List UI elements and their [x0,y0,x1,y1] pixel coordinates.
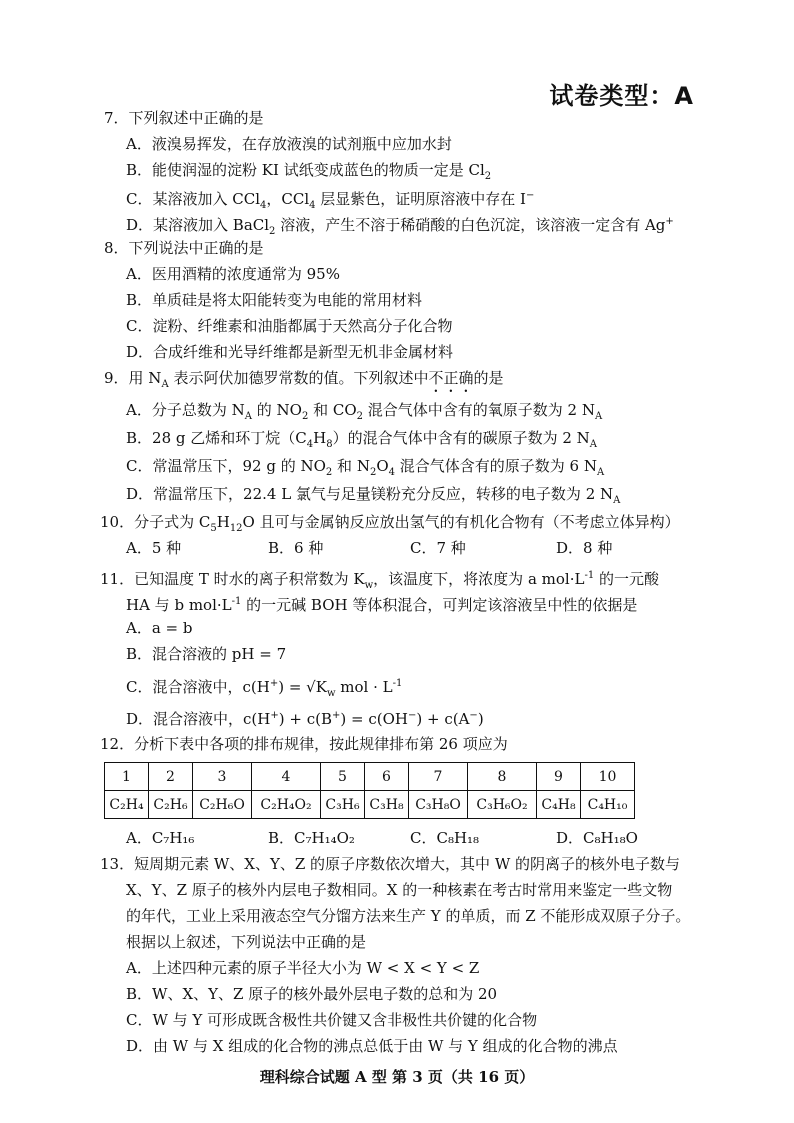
table-cell: C₃H₆O₂ [468,791,537,819]
q8-stem: 8．下列说法中正确的是 [104,239,264,257]
q11-stem-line2: HA 与 b $mol\cdot L^{-1}$ 的一元碱 BOH 等体积混合，可判定该溶液呈中性的依据是 [126,596,638,614]
table-header-cell: 7 [409,763,468,791]
q7-option-d: D．某溶液加入 BaCl$_2$ 溶液，产生不溶于稀硝酸的白色沉淀，该溶液一定含有 Ag+ [126,216,674,237]
q8-option-d: D．合成纤维和光导纤维都是新型无机非金属材料 [126,343,454,361]
q10-option-b: B．6 种 [268,539,324,557]
q11-option-d: D．混合溶液中，c(H+) + c(B+) = c(OH−) + c(A−) [126,710,484,728]
table-cell: C₄H₁₀ [581,791,635,819]
table-cell: C₂H₆ [149,791,193,819]
q12-options [126,828,638,848]
table-header-row [105,763,635,791]
q9-option-d: D．常温常压下，22.4 L 氯气与足量镁粉充分反应，转移的电子数为 2 $N_A$ [126,485,621,506]
q7-option-c: C．某溶液加入 CCl$_4$，CCl$_4$ 层显紫色，证明原溶液中存在 I− [126,190,535,211]
q11-option-b: B．混合溶液的 pH = 7 [126,645,287,663]
table-cell: C₃H₈O [409,791,468,819]
q10-option-a: A．5 种 [126,539,182,557]
q13-stem-line4: 根据以上叙述，下列说法中正确的是 [126,933,367,951]
q9-option-b: B．28 g 乙烯和环丁烷$(C_4H_8)$的混合气体中含有的碳原子数为 2 $N_A$ [126,429,598,450]
q12-option-c: C．C₈H₁₈ [410,829,480,847]
table-header-cell: 9 [537,763,581,791]
q11-option-a: A．a = b [126,619,193,637]
q13-stem-line2: X、Y、Z 原子的核外内层电子数相同。X 的一种核素在考古时常用来鉴定一些文物 [126,881,673,899]
q12-option-a: A．C₇H₁₆ [126,829,195,847]
q13-stem-line1: 13．短周期元素 W、X、Y、Z 的原子序数依次增大，其中 W 的阴离子的核外电子数与 [100,855,681,873]
sequence-table [104,762,635,819]
table-cell: C₃H₆ [321,791,365,819]
q11-stem-line1: 11．已知温度 T 时水的离子积常数为 $K_w$，该温度下，将浓度为 a $mol\cdot L^{-1}$ 的一元酸 [100,570,659,591]
table-cell: C₂H₄O₂ [252,791,321,819]
q10-stem: 10．分子式为 $C_5H_{12}O$ 且可与金属钠反应放出氢气的有机化合物有（不考虑立体异构） [100,513,680,534]
q10-options [126,538,612,558]
table-cell: C₃H₈ [365,791,409,819]
table-cell: C₂H₄ [105,791,149,819]
table-header-cell: 10 [581,763,635,791]
table-row [105,791,635,819]
q8-option-a: A．医用酒精的浓度通常为 95% [126,265,340,283]
table-cell: C₂H₆O [193,791,252,819]
table-header-cell: 5 [321,763,365,791]
q13-option-d: D．由 W 与 X 组成的化合物的沸点总低于由 W 与 Y 组成的化合物的沸点 [126,1037,618,1055]
table-header-cell: 1 [105,763,149,791]
q7-option-a: A．液溴易挥发，在存放液溴的试剂瓶中应加水封 [126,135,452,153]
q7-option-b: B．能使润湿的淀粉 KI 试纸变成蓝色的物质一定是 $Cl_2$ [126,161,492,182]
paper-type-label: 试卷类型：A [549,82,694,110]
page-footer: 理科综合试题 A 型 第 3 页（共 16 页） [259,1068,535,1086]
q10-option-d: D．8 种 [556,539,613,557]
table-cell: C₄H₈ [537,791,581,819]
table-header-cell: 2 [149,763,193,791]
q12-stem: 12．分析下表中各项的排布规律，按此规律排布第 26 项应为 [100,735,508,753]
q8-option-b: B．单质硅是将太阳能转变为电能的常用材料 [126,291,423,309]
q7-stem: 7．下列叙述中正确的是 [104,109,264,127]
table-header-cell: 6 [365,763,409,791]
q13-option-c: C．W 与 Y 可形成既含极性共价键又含非极性共价键的化合物 [126,1011,538,1029]
q13-stem-line3: 的年代，工业上采用液态空气分馏方法来生产 Y 的单质，而 Z 不能形成双原子分子。 [126,907,691,925]
q13-option-a: A．上述四种元素的原子半径大小为 W < X < Y < Z [126,959,480,977]
q9-option-c: C．常温常压下，92 g 的 $NO_2$ 和 $N_2O_4$ 混合气体含有的原子数为 6 $N_A$ [126,457,605,478]
q11-option-c: C．混合溶液中，$c(H^+) = √K_w$ mol · $L^{-1}$ [126,678,403,699]
q12-option-d: D．C₈H₁₈O [556,829,638,847]
q12-option-b: B．C₇H₁₄O₂ [268,829,355,847]
table-header-cell: 4 [252,763,321,791]
q9-stem: 9．用 $N_A$ 表示阿伏加德罗常数的值。下列叙述中不正确的是 [104,369,504,390]
q10-option-c: C．7 种 [410,539,466,557]
table-header-cell: 3 [193,763,252,791]
q8-option-c: C．淀粉、纤维素和油脂都属于天然高分子化合物 [126,317,453,335]
q9-option-a: A．分子总数为 $N_A$ 的 $NO_2$ 和 $CO_2$ 混合气体中含有的氧原子数为 2 $N_A$ [126,401,603,422]
table-header-cell: 8 [468,763,537,791]
q13-option-b: B．W、X、Y、Z 原子的核外最外层电子数的总和为 20 [126,985,498,1003]
